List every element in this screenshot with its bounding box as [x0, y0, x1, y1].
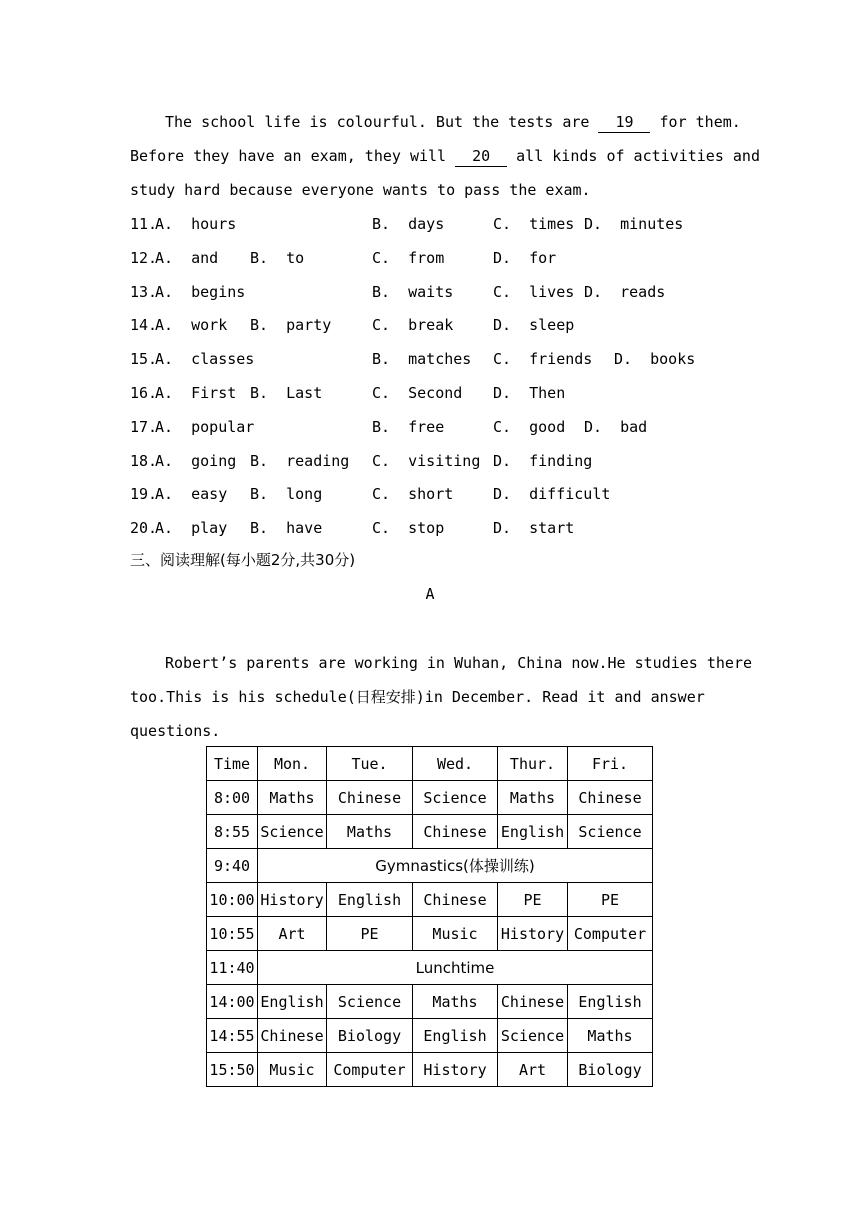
table-row	[207, 815, 653, 849]
option-a: A. hours	[155, 215, 237, 233]
question-number: 12.	[130, 248, 158, 267]
option-a: A. work	[155, 316, 228, 335]
time-cell: 15:50	[207, 1053, 258, 1087]
option-b: B. long	[250, 485, 323, 504]
question-number: 19.	[130, 485, 158, 504]
subject-cell: Art	[498, 1053, 568, 1087]
table-header-cell: Time	[207, 747, 258, 781]
subject-cell: Chinese	[498, 985, 568, 1019]
subject-cell: History	[258, 883, 327, 917]
time-cell: 8:55	[207, 815, 258, 849]
passage-a-line-3: questions.	[130, 722, 221, 740]
option-d: D. minutes	[584, 215, 684, 233]
subject-cell: English	[498, 815, 568, 849]
time-cell: 8:00	[207, 781, 258, 815]
table-row	[207, 781, 653, 815]
subject-cell: Maths	[327, 815, 413, 849]
option-d: D. for	[493, 248, 557, 267]
option-d: D. books	[614, 350, 696, 369]
option-b: B. party	[250, 316, 332, 335]
subject-cell: Computer	[327, 1053, 413, 1087]
table-header-row	[207, 747, 653, 781]
time-cell: 9:40	[207, 849, 258, 883]
time-cell: 14:00	[207, 985, 258, 1019]
option-d: D. start	[493, 519, 575, 538]
table-header-cell: Fri.	[568, 747, 653, 781]
option-d: D. finding	[493, 451, 593, 470]
cloze-blank-20: 20	[455, 146, 507, 167]
option-a: A. going	[155, 451, 237, 470]
time-cell: 10:00	[207, 883, 258, 917]
question-number: 13.	[130, 282, 158, 301]
option-b: B. matches	[372, 350, 472, 369]
table-row	[207, 917, 653, 951]
option-c: C. visiting	[372, 451, 481, 470]
table-header-cell: Mon.	[258, 747, 327, 781]
option-a: A. classes	[155, 350, 255, 369]
subject-cell: Maths	[258, 781, 327, 815]
option-c: C. friends	[493, 350, 593, 369]
span-cell: Lunchtime	[258, 951, 653, 985]
option-d: D. Then	[493, 384, 566, 402]
option-a: A. and	[155, 248, 219, 267]
option-c: C. break	[372, 316, 454, 335]
cloze-text: The school life is colourful. But the tests are	[165, 113, 599, 131]
subject-cell: Science	[568, 815, 653, 849]
question-number: 17.	[130, 417, 158, 436]
subject-cell: Science	[327, 985, 413, 1019]
option-c: C. stop	[372, 519, 445, 538]
question-number: 18.	[130, 451, 158, 470]
question-number: 16.	[130, 384, 158, 402]
option-a: A. First	[155, 384, 237, 402]
option-c: C. times	[493, 215, 575, 233]
table-row	[207, 883, 653, 917]
subject-cell: Chinese	[327, 781, 413, 815]
option-d: D. sleep	[493, 316, 575, 335]
section-title: 三、阅读理解(每小题2分,共30分)	[130, 551, 356, 569]
option-c: C. good	[493, 417, 566, 436]
cloze-line-3: study hard because everyone wants to pass the exam.	[130, 181, 591, 199]
subject-cell: Chinese	[413, 815, 498, 849]
subject-cell: PE	[498, 883, 568, 917]
option-b: B. reading	[250, 451, 350, 470]
option-b: B. free	[372, 417, 445, 436]
option-a: A. popular	[155, 417, 255, 436]
cloze-text: for them.	[650, 113, 741, 131]
table-header-cell: Tue.	[327, 747, 413, 781]
time-cell: 10:55	[207, 917, 258, 951]
option-a: A. easy	[155, 485, 228, 504]
question-number: 11.	[130, 215, 158, 233]
subject-cell: PE	[568, 883, 653, 917]
span-cell: Gymnastics(体操训练)	[258, 849, 653, 883]
subject-cell: Science	[413, 781, 498, 815]
option-b: B. days	[372, 215, 445, 233]
cloze-line-2	[130, 145, 760, 167]
option-c: C. short	[372, 485, 454, 504]
cloze-text: Before they have an exam, they will	[130, 147, 456, 165]
subject-cell: Science	[258, 815, 327, 849]
table-row	[207, 1019, 653, 1053]
subject-cell: Chinese	[413, 883, 498, 917]
option-a: A. play	[155, 519, 228, 538]
subject-cell: Maths	[498, 781, 568, 815]
cloze-line-1	[165, 111, 741, 133]
subject-cell: Biology	[327, 1019, 413, 1053]
subject-cell: History	[413, 1053, 498, 1087]
option-b: B. to	[250, 248, 305, 267]
option-b: B. waits	[372, 282, 454, 301]
subject-cell: English	[568, 985, 653, 1019]
table-header-cell: Thur.	[498, 747, 568, 781]
question-number: 14.	[130, 316, 158, 335]
table-row	[207, 985, 653, 1019]
subject-cell: Art	[258, 917, 327, 951]
cloze-text: all kinds of activities and	[507, 147, 760, 165]
option-c: C. from	[372, 248, 445, 267]
question-number: 20.	[130, 519, 158, 538]
passage-a-line-2: too.This is his schedule(日程安排)in December. Read it and answer	[130, 688, 705, 706]
option-d: D. reads	[584, 282, 666, 301]
table-row	[207, 951, 653, 985]
subject-cell: PE	[327, 917, 413, 951]
subject-cell: Maths	[568, 1019, 653, 1053]
time-cell: 14:55	[207, 1019, 258, 1053]
time-cell: 11:40	[207, 951, 258, 985]
table-row	[207, 849, 653, 883]
option-c: C. lives	[493, 282, 575, 301]
option-a: A. begins	[155, 282, 246, 301]
table-header-cell: Wed.	[413, 747, 498, 781]
subject-cell: Music	[413, 917, 498, 951]
subject-cell: English	[258, 985, 327, 1019]
subject-cell: Biology	[568, 1053, 653, 1087]
subject-cell: Computer	[568, 917, 653, 951]
subject-cell: Chinese	[568, 781, 653, 815]
subject-cell: Music	[258, 1053, 327, 1087]
option-d: D. bad	[584, 417, 648, 436]
passage-letter: A	[425, 585, 435, 603]
passage-a-line-1: Robert’s parents are working in Wuhan, China now.He studies there	[165, 654, 752, 672]
subject-cell: English	[327, 883, 413, 917]
table-row	[207, 1053, 653, 1087]
option-d: D. difficult	[493, 485, 611, 504]
subject-cell: Science	[498, 1019, 568, 1053]
option-b: B. have	[250, 519, 323, 538]
option-b: B. Last	[250, 384, 323, 402]
subject-cell: Chinese	[258, 1019, 327, 1053]
schedule-table	[206, 746, 653, 1087]
subject-cell: English	[413, 1019, 498, 1053]
subject-cell: History	[498, 917, 568, 951]
subject-cell: Maths	[413, 985, 498, 1019]
cloze-blank-19: 19	[598, 112, 650, 133]
question-number: 15.	[130, 350, 158, 369]
option-c: C. Second	[372, 384, 463, 402]
